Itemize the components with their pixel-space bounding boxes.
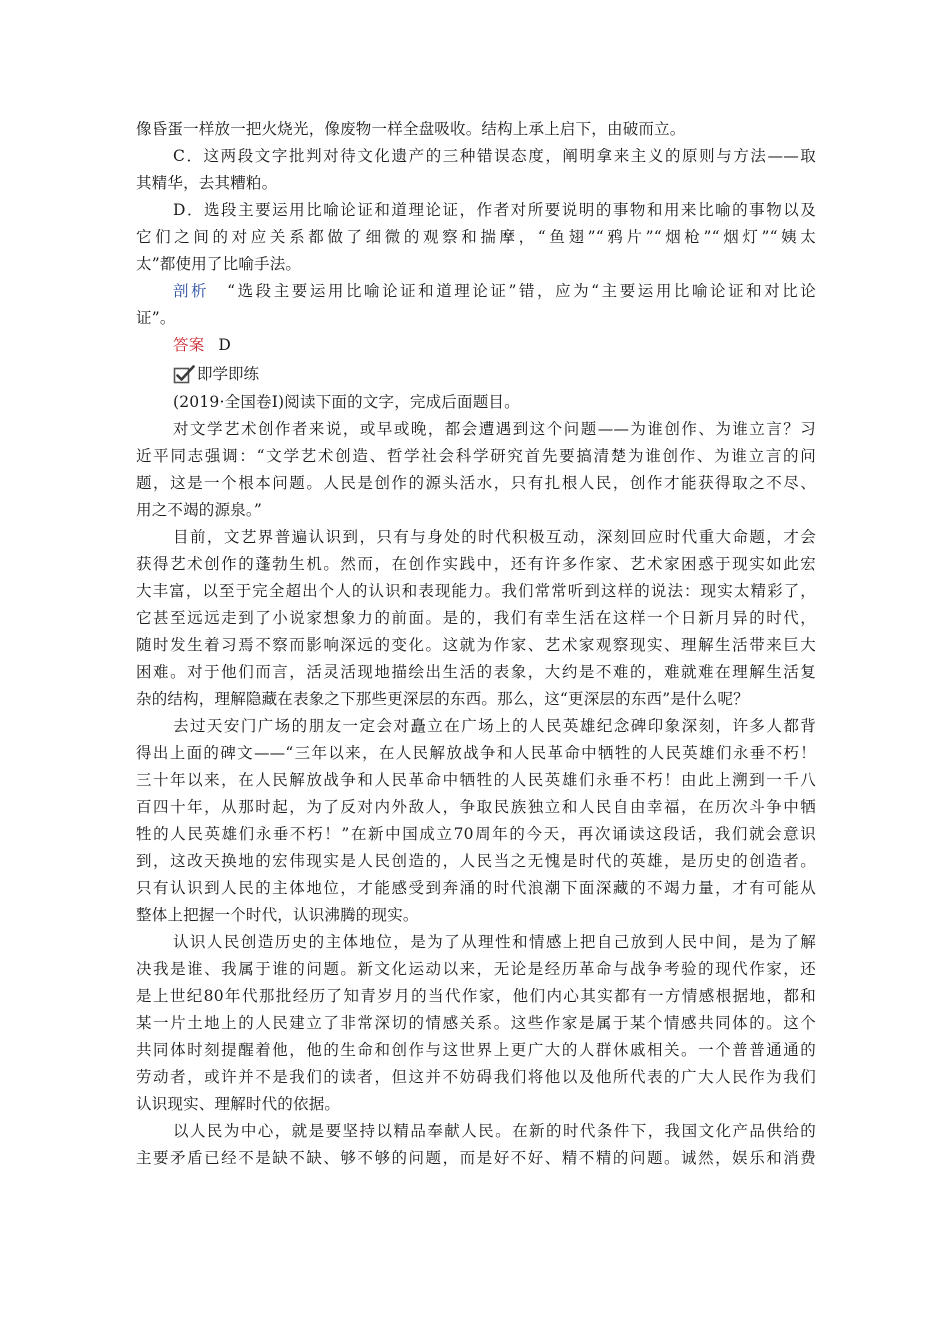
paragraph-line: 去过天安门广场的朋友一定会对矗立在广场上的人民英雄纪念碑印象深刻，许多人都背 bbox=[173, 717, 816, 735]
paragraph-line: 题，这是一个根本问题。人民是创作的源头活水，只有扎根人民，创作才能获得取之不尽、 bbox=[136, 474, 816, 492]
analysis-label: 剖析 bbox=[173, 282, 210, 300]
paragraph bbox=[136, 1118, 816, 1172]
analysis-line bbox=[136, 278, 816, 305]
paragraph-line: 某一片土地上的人民建立了非常深切的情感关系。这些作家是属于某个情感共同体的。这个 bbox=[136, 1014, 816, 1032]
paragraph-line: 是上世纪80年代那批经历了知青岁月的当代作家，他们内心其实都有一方情感根据地，都和 bbox=[136, 987, 816, 1005]
document-page bbox=[136, 116, 816, 1172]
analysis-text: “选段主要运用比喻论证和道理论证”错，应为“主要运用比喻论证和对比论 bbox=[227, 282, 816, 300]
paragraph-line: 决我是谁、我属于谁的问题。新文化运动以来，无论是经历革命与战争考验的现代作家，还 bbox=[136, 960, 816, 978]
paragraph-line: 牲的人民英雄们永垂不朽！”在新中国成立70周年的今天，再次诵读这段话，我们就会意识 bbox=[136, 825, 816, 843]
paragraph-line: 获得艺术创作的蓬勃生机。然而，在创作实践中，还有许多作家、艺术家困惑于现实如此宏 bbox=[136, 555, 816, 573]
option-b-tail: 像昏蛋一样放一把火烧光，像废物一样全盘吸收。结构上承上启下，由破而立。 bbox=[136, 120, 686, 138]
paragraph bbox=[136, 524, 816, 713]
paragraph-line: 大丰富，以至于完全超出个人的认识和表现能力。我们常常听到这样的说法：现实太精彩了， bbox=[136, 582, 816, 600]
answer-line bbox=[136, 332, 816, 359]
paragraph-line: 认识人民创造历史的主体地位，是为了从理性和情感上把自己放到人民中间，是为了解 bbox=[173, 933, 816, 951]
paragraph bbox=[136, 713, 816, 929]
paragraph-line: 三十年以来，在人民解放战争和人民革命中牺牲的人民英雄们永垂不朽！由此上溯到一千八 bbox=[136, 771, 816, 789]
passage bbox=[136, 416, 816, 1172]
answer-label: 答案 bbox=[173, 336, 205, 354]
option-d-line: D．选段主要运用比喻论证和道理论证，作者对所要说明的事物和用来比喻的事物以及 bbox=[173, 201, 816, 219]
option-c-line: C．这两段文字批判对待文化遗产的三种错误态度，阐明拿来主义的原则与方法——取 bbox=[173, 147, 816, 165]
option-c-line: 其精华，去其糟粕。 bbox=[136, 174, 278, 192]
paragraph-line: 得出上面的碑文——“三年以来，在人民解放战争和人民革命中牺牲的人民英雄们永垂不朽！ bbox=[136, 744, 816, 762]
paragraph-line: 目前，文艺界普遍认识到，只有与身处的时代积极互动，深刻回应时代重大命题，才会 bbox=[173, 528, 816, 546]
option-d-line: 它们之间的对应关系都做了细微的观察和揣摩，“鱼翅”“鸦片”“烟枪”“烟灯”“姨太 bbox=[136, 228, 816, 246]
paragraph-line: 整体上把握一个时代，认识沸腾的现实。 bbox=[136, 906, 419, 924]
analysis-block bbox=[136, 278, 816, 332]
paragraph-line: 到，这改天换地的宏伟现实是人民创造的，人民当之无愧是时代的英雄，是历史的创造者。 bbox=[136, 852, 816, 870]
paragraph bbox=[136, 929, 816, 1118]
paragraph-line: 随时发生着习焉不察而影响深远的变化。这就为作家、艺术家观察现实、理解生活带来巨大 bbox=[136, 636, 816, 654]
practice-title: 即学即练 bbox=[197, 365, 260, 383]
paragraph-line: 主要矛盾已经不是缺不缺、够不够的问题，而是好不好、精不精的问题。诚然，娱乐和消费 bbox=[136, 1149, 816, 1167]
paragraph-line: 百四十年，从那时起，为了反对内外敌人，争取民族独立和人民自由幸福，在历次斗争中牺 bbox=[136, 798, 816, 816]
option-c bbox=[136, 143, 816, 197]
paragraph-line: 共同体时刻提醒着他，他的生命和创作与这世界上更广大的人群休戚相关。一个普普通通的 bbox=[136, 1041, 816, 1059]
paragraph-line: 近平同志强调：“文学艺术创造、哲学社会科学研究首先要搞清楚为谁创作、为谁立言的问 bbox=[136, 447, 816, 465]
paragraph bbox=[136, 416, 816, 524]
paragraph-line: 用之不竭的源泉。” bbox=[136, 501, 262, 519]
source-line: (2019·全国卷Ⅰ)阅读下面的文字，完成后面题目。 bbox=[173, 393, 520, 411]
paragraph-line: 劳动者，或许并不是我们的读者，但这并不妨碍我们将他以及他所代表的广大人民作为我们 bbox=[136, 1068, 816, 1086]
paragraph-line: 困难。对于他们而言，活灵活现地描绘出生活的表象，大约是不难的，难就难在理解生活复 bbox=[136, 663, 816, 681]
option-d bbox=[136, 197, 816, 278]
answer-value: D bbox=[218, 336, 232, 354]
checkbox-check-icon bbox=[173, 364, 195, 384]
paragraph-line: 对文学艺术创作者来说，或早或晚，都会遭遇到这个问题——为谁创作、为谁立言？习 bbox=[173, 420, 816, 438]
paragraph-line: 以人民为中心，就是要坚持以精品奉献人民。在新的时代条件下，我国文化产品供给的 bbox=[173, 1122, 816, 1140]
paragraph-line: 认识现实、理解时代的依据。 bbox=[136, 1095, 341, 1113]
option-d-line: 太”都使用了比喻手法。 bbox=[136, 255, 302, 273]
practice-heading bbox=[136, 359, 816, 389]
analysis-line: 证”。 bbox=[136, 309, 176, 327]
paragraph-line: 它甚至远远走到了小说家想象力的前面。是的，我们有幸生活在这样一个日新月异的时代， bbox=[136, 609, 816, 627]
paragraph-line: 只有认识到人民的主体地位，才能感受到奔涌的时代浪潮下面深藏的不竭力量，才有可能从 bbox=[136, 879, 816, 897]
paragraph-line: 杂的结构，理解隐藏在表象之下那些更深层的东西。那么，这“更深层的东西”是什么呢？ bbox=[136, 690, 749, 708]
